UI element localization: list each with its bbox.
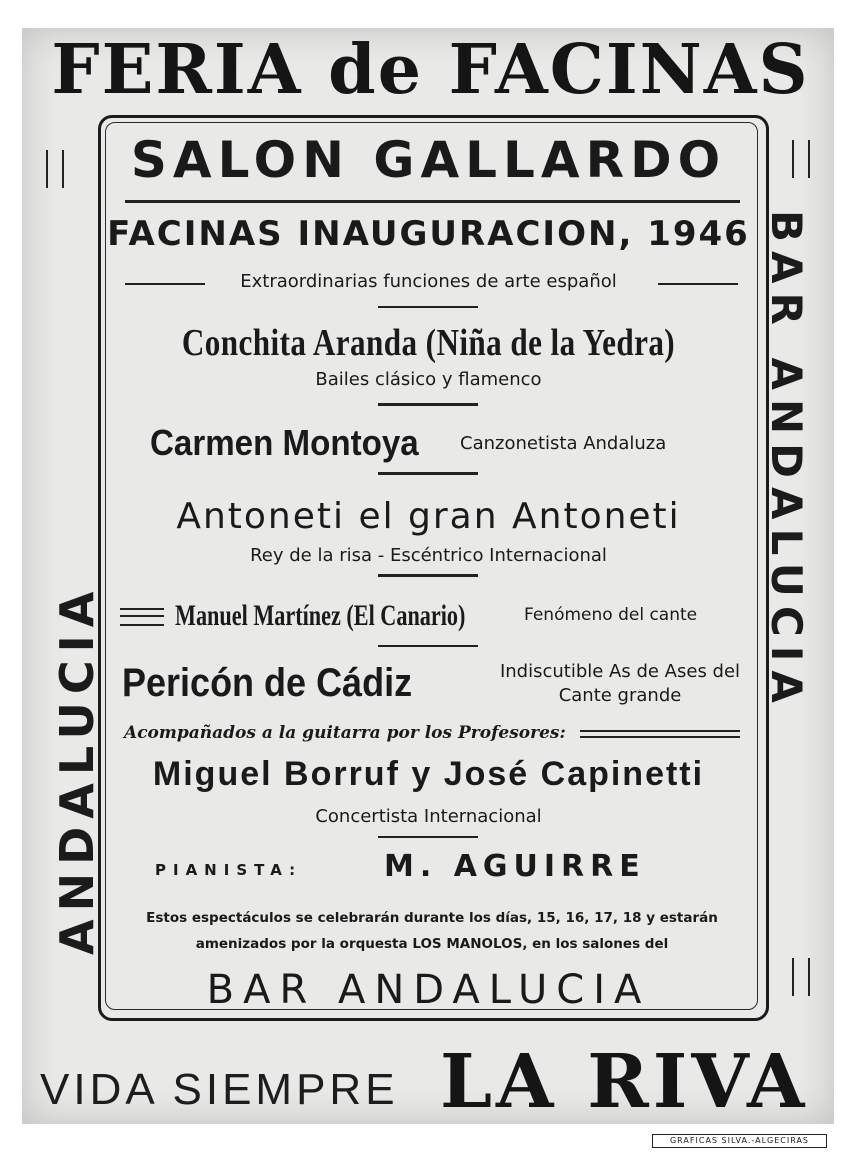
act-carmen-desc: Canzonetista Andaluza	[460, 433, 667, 454]
subtitle: Extraordinarias funciones de arte español	[240, 271, 617, 292]
left-vertical-text: ANDALUCIA	[50, 583, 104, 955]
act-manuel-desc: Fenómeno del cante	[524, 605, 698, 625]
act-manuel: Manuel Martínez (El Canario)	[175, 599, 466, 632]
guitarists-desc: Concertista Internacional	[315, 806, 542, 827]
bottom-banner-left: VIDA SIEMPRE	[40, 1065, 399, 1114]
act-carmen: Carmen Montoya	[150, 422, 419, 463]
pianist-name: M. AGUIRRE	[384, 849, 646, 884]
divider	[378, 645, 478, 647]
pianist-label: PIANISTA:	[155, 861, 303, 879]
divider	[378, 574, 478, 577]
schedule-text: Estos espectáculos se celebrarán durante los días, 15, 16, 17, 18 y estarán amenizados por la orquesta LOS MANOLOS, en los salones del	[146, 910, 718, 952]
bottom-banner-right: LA RIVA	[440, 1039, 809, 1125]
act-conchita-desc: Bailes clásico y flamenco	[315, 369, 542, 390]
divider	[125, 200, 740, 203]
divider	[378, 306, 478, 308]
act-pericon: Pericón de Cádiz	[122, 661, 413, 705]
act-antoneti: Antoneti el gran Antoneti	[176, 496, 681, 537]
right-vertical-text: BAR ANDALUCIA	[762, 210, 811, 712]
triple-line-ornament	[120, 608, 164, 626]
top-banner: FERIA de FACINAS	[51, 30, 810, 110]
divider	[580, 730, 740, 732]
accompaniment-line: Acompañados a la guitarra por los Profesores:	[124, 723, 566, 743]
divider	[378, 403, 478, 406]
divider	[378, 836, 478, 838]
venue-title: SALON GALLARDO	[130, 131, 727, 189]
act-conchita: Conchita Aranda (Niña de la Yedra)	[181, 322, 676, 364]
inauguration-title: FACINAS INAUGURACION, 1946	[107, 214, 750, 254]
closing-venue: BAR ANDALUCIA	[206, 967, 651, 1013]
divider	[378, 472, 478, 475]
guitarists: Miguel Borruf y José Capinetti	[152, 755, 705, 793]
divider	[580, 736, 740, 738]
act-antoneti-desc: Rey de la risa - Escéntrico Internacional	[250, 545, 607, 566]
printer-credit: GRAFICAS SILVA.-ALGECIRAS	[652, 1134, 827, 1148]
act-pericon-desc: Indiscutible As de Ases del Cante grande	[499, 661, 741, 706]
